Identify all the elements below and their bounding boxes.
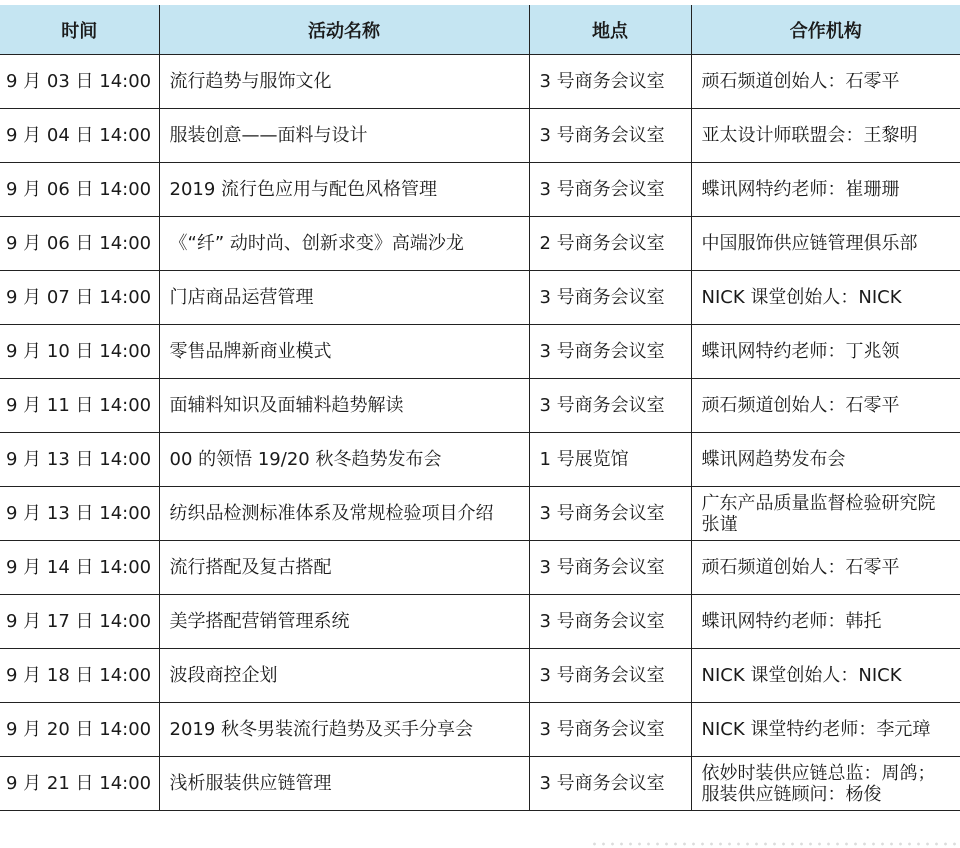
table-row: [0, 757, 960, 811]
table-row: [0, 595, 960, 649]
cell-event-name: 零售品牌新商业模式: [159, 325, 529, 379]
cell-partner: [691, 703, 960, 757]
cell-time: 9 月 11 日 14:00: [0, 379, 159, 433]
cell-time: 9 月 20 日 14:00: [0, 703, 159, 757]
cell-event-name: 美学搭配营销管理系统: [159, 595, 529, 649]
table-body: [0, 55, 960, 811]
table-row: [0, 325, 960, 379]
cell-partner: [691, 487, 960, 541]
cell-partner: [691, 109, 960, 163]
cell-event-name: 服装创意——面料与设计: [159, 109, 529, 163]
partner-line: 蝶讯网特约老师：崔珊珊: [701, 178, 900, 200]
partner-line: 蝶讯网特约老师：韩托: [701, 610, 882, 632]
cell-partner: [691, 541, 960, 595]
column-header-location: 地点: [529, 5, 691, 55]
cell-partner: [691, 757, 960, 811]
cell-time: 9 月 17 日 14:00: [0, 595, 159, 649]
cell-time: 9 月 18 日 14:00: [0, 649, 159, 703]
cell-location: 3 号商务会议室: [529, 649, 691, 703]
cell-partner: [691, 433, 960, 487]
cell-time: 9 月 07 日 14:00: [0, 271, 159, 325]
partner-line: 顽石频道创始人：石零平: [701, 556, 900, 578]
cell-time: 9 月 21 日 14:00: [0, 757, 159, 811]
cell-time: 9 月 06 日 14:00: [0, 217, 159, 271]
cell-event-name: 面辅料知识及面辅料趋势解读: [159, 379, 529, 433]
table-row: [0, 703, 960, 757]
cell-event-name: 波段商控企划: [159, 649, 529, 703]
cell-location: 3 号商务会议室: [529, 271, 691, 325]
partner-line: 亚太设计师联盟会：王黎明: [701, 124, 918, 146]
column-header-time: 时间: [0, 5, 159, 55]
cell-location: 3 号商务会议室: [529, 379, 691, 433]
partner-line: 蝶讯网趋势发布会: [701, 448, 846, 470]
cell-location: 3 号商务会议室: [529, 703, 691, 757]
cell-location: 3 号商务会议室: [529, 163, 691, 217]
partner-line: 蝶讯网特约老师：丁兆领: [701, 340, 900, 362]
cell-time: 9 月 10 日 14:00: [0, 325, 159, 379]
table-header-row: [0, 5, 960, 55]
cell-time: 9 月 04 日 14:00: [0, 109, 159, 163]
table-row: [0, 109, 960, 163]
cell-event-name: 流行趋势与服饰文化: [159, 55, 529, 109]
cell-time: 9 月 13 日 14:00: [0, 433, 159, 487]
table-row: [0, 433, 960, 487]
partner-line: NICK 课堂特约老师：李元璋: [701, 718, 931, 740]
cell-location: 2 号商务会议室: [529, 217, 691, 271]
partner-line: 服装供应链顾问：杨俊: [701, 783, 882, 805]
cell-event-name: 流行搭配及复古搭配: [159, 541, 529, 595]
table-row: [0, 55, 960, 109]
partner-line: 张谨: [701, 513, 738, 535]
cell-event-name: 2019 秋冬男装流行趋势及买手分享会: [159, 703, 529, 757]
table-row: [0, 487, 960, 541]
column-header-event-name: 活动名称: [159, 5, 529, 55]
cell-location: 3 号商务会议室: [529, 487, 691, 541]
partner-line: 依妙时装供应链总监：周鸽；: [701, 762, 936, 784]
cell-location: 3 号商务会议室: [529, 325, 691, 379]
column-header-partner: 合作机构: [691, 5, 960, 55]
partner-line: 顽石频道创始人：石零平: [701, 70, 900, 92]
cell-location: 3 号商务会议室: [529, 757, 691, 811]
partner-line: 顽石频道创始人：石零平: [701, 394, 900, 416]
cell-event-name: 00 的领悟 19/20 秋冬趋势发布会: [159, 433, 529, 487]
cell-time: 9 月 06 日 14:00: [0, 163, 159, 217]
cell-location: 3 号商务会议室: [529, 595, 691, 649]
cell-partner: [691, 55, 960, 109]
page-edge-decoration: [590, 840, 960, 848]
cell-location: 3 号商务会议室: [529, 109, 691, 163]
cell-event-name: 纺织品检测标准体系及常规检验项目介绍: [159, 487, 529, 541]
cell-partner: [691, 163, 960, 217]
cell-event-name: 2019 流行色应用与配色风格管理: [159, 163, 529, 217]
cell-location: 3 号商务会议室: [529, 541, 691, 595]
cell-time: 9 月 03 日 14:00: [0, 55, 159, 109]
partner-line: 广东产品质量监督检验研究院: [701, 492, 936, 514]
table-row: [0, 271, 960, 325]
cell-partner: [691, 217, 960, 271]
cell-location: 3 号商务会议室: [529, 55, 691, 109]
cell-partner: [691, 379, 960, 433]
cell-partner: [691, 325, 960, 379]
cell-time: 9 月 13 日 14:00: [0, 487, 159, 541]
table-row: [0, 649, 960, 703]
cell-event-name: 浅析服装供应链管理: [159, 757, 529, 811]
cell-partner: [691, 271, 960, 325]
cell-time: 9 月 14 日 14:00: [0, 541, 159, 595]
cell-partner: [691, 649, 960, 703]
table-row: [0, 379, 960, 433]
partner-line: NICK 课堂创始人：NICK: [701, 286, 902, 308]
table-row: [0, 217, 960, 271]
event-schedule-table: [0, 5, 960, 811]
cell-location: 1 号展览馆: [529, 433, 691, 487]
cell-event-name: 《“纤” 动时尚、创新求变》高端沙龙: [159, 217, 529, 271]
cell-partner: [691, 595, 960, 649]
partner-line: 中国服饰供应链管理俱乐部: [701, 232, 918, 254]
table-row: [0, 163, 960, 217]
cell-event-name: 门店商品运营管理: [159, 271, 529, 325]
partner-line: NICK 课堂创始人：NICK: [701, 664, 902, 686]
table-row: [0, 541, 960, 595]
